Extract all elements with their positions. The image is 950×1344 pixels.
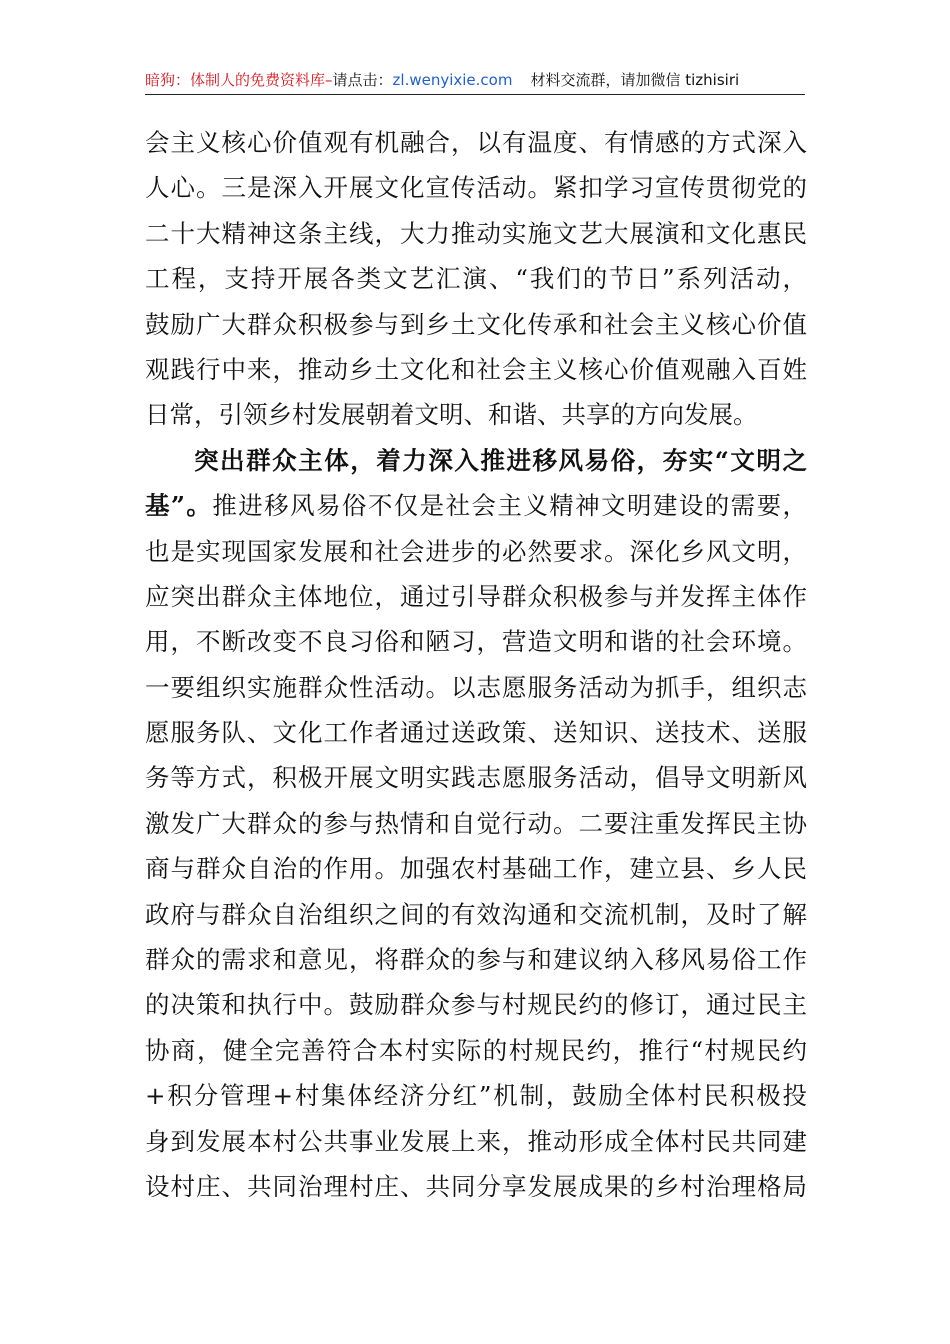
p2-line: +积分管理+村集体经济分红”机制，鼓励全体村民积极投 (145, 1081, 807, 1111)
p2-line: 协商，健全完善符合本村实际的村规民约，推行“村规民约 (145, 1035, 807, 1065)
p2-line: 群众的需求和意见，将群众的参与和建议纳入移风易俗工作 (145, 945, 807, 975)
p2-line: 激发广大群众的参与热情和自觉行动。二要注重发挥民主协 (145, 808, 807, 838)
header-prompt: 请点击： (332, 71, 393, 89)
header-brand: 暗狗：体制人的免费资料库 (145, 71, 326, 89)
p1-line: 日常，引领乡村发展朝着文明、和谐、共享的方向发展。 (145, 400, 758, 430)
p1-line: 工程，支持开展各类文艺汇演、“我们的节日”系列活动， (145, 264, 807, 294)
p2-line: 应突出群众主体地位，通过引导群众积极参与并发挥主体作 (145, 581, 807, 611)
p2-line: 商与群众自治的作用。加强农村基础工作，建立县、乡人民 (145, 854, 807, 884)
header-dash: – (325, 71, 333, 89)
p1-line: 会主义核心价值观有机融合，以有温度、有情感的方式深入 (145, 128, 807, 157)
header-url-link[interactable]: zl.wenyixie.com (392, 71, 513, 89)
p1-line: 观践行中来，推动乡土文化和社会主义核心价值观融入百姓 (145, 354, 807, 384)
p1-line: 人心。三是深入开展文化宣传活动。紧扣学习宣传贯彻党的 (145, 173, 807, 203)
p1-line: 鼓励广大群众积极参与到乡土文化传承和社会主义核心价值 (145, 309, 807, 339)
p2-heading-line: 突出群众主体，着力深入推进移风易俗，夯实“文明之 (194, 445, 807, 475)
p1-line: 二十大精神这条主线，大力推动实施文艺大展演和文化惠民 (145, 218, 807, 248)
page-header (145, 70, 805, 95)
header-wechat-note: 材料交流群，请加微信 tizhisiri (530, 71, 740, 89)
p2-line: 也是实现国家发展和社会进步的必然要求。深化乡风文明， (145, 536, 807, 566)
document-body (145, 120, 807, 1209)
p2-line: 身到发展本村公共事业发展上来，推动形成全体村民共同建 (145, 1126, 807, 1156)
p2-line (145, 483, 807, 528)
p2-heading-end: 基”。 (145, 491, 213, 521)
p2-line: 的决策和执行中。鼓励群众参与村规民约的修订，通过民主 (145, 990, 807, 1020)
p2-line: 务等方式，积极开展文明实践志愿服务活动，倡导文明新风 (145, 763, 807, 793)
p2-line: 愿服务队、文化工作者通过送政策、送知识、送技术、送服 (145, 718, 807, 748)
p2-line: 一要组织实施群众性活动。以志愿服务活动为抓手，组织志 (145, 672, 807, 702)
p2-line: 政府与群众自治组织之间的有效沟通和交流机制，及时了解 (145, 899, 807, 929)
p2-line: 用，不断改变不良习俗和陋习，营造文明和谐的社会环境。 (145, 627, 807, 657)
p2-line-rest: 推进移风易俗不仅是社会主义精神文明建设的需要， (212, 491, 807, 521)
p2-line: 设村庄、共同治理村庄、共同分享发展成果的乡村治理格局 (145, 1171, 807, 1201)
